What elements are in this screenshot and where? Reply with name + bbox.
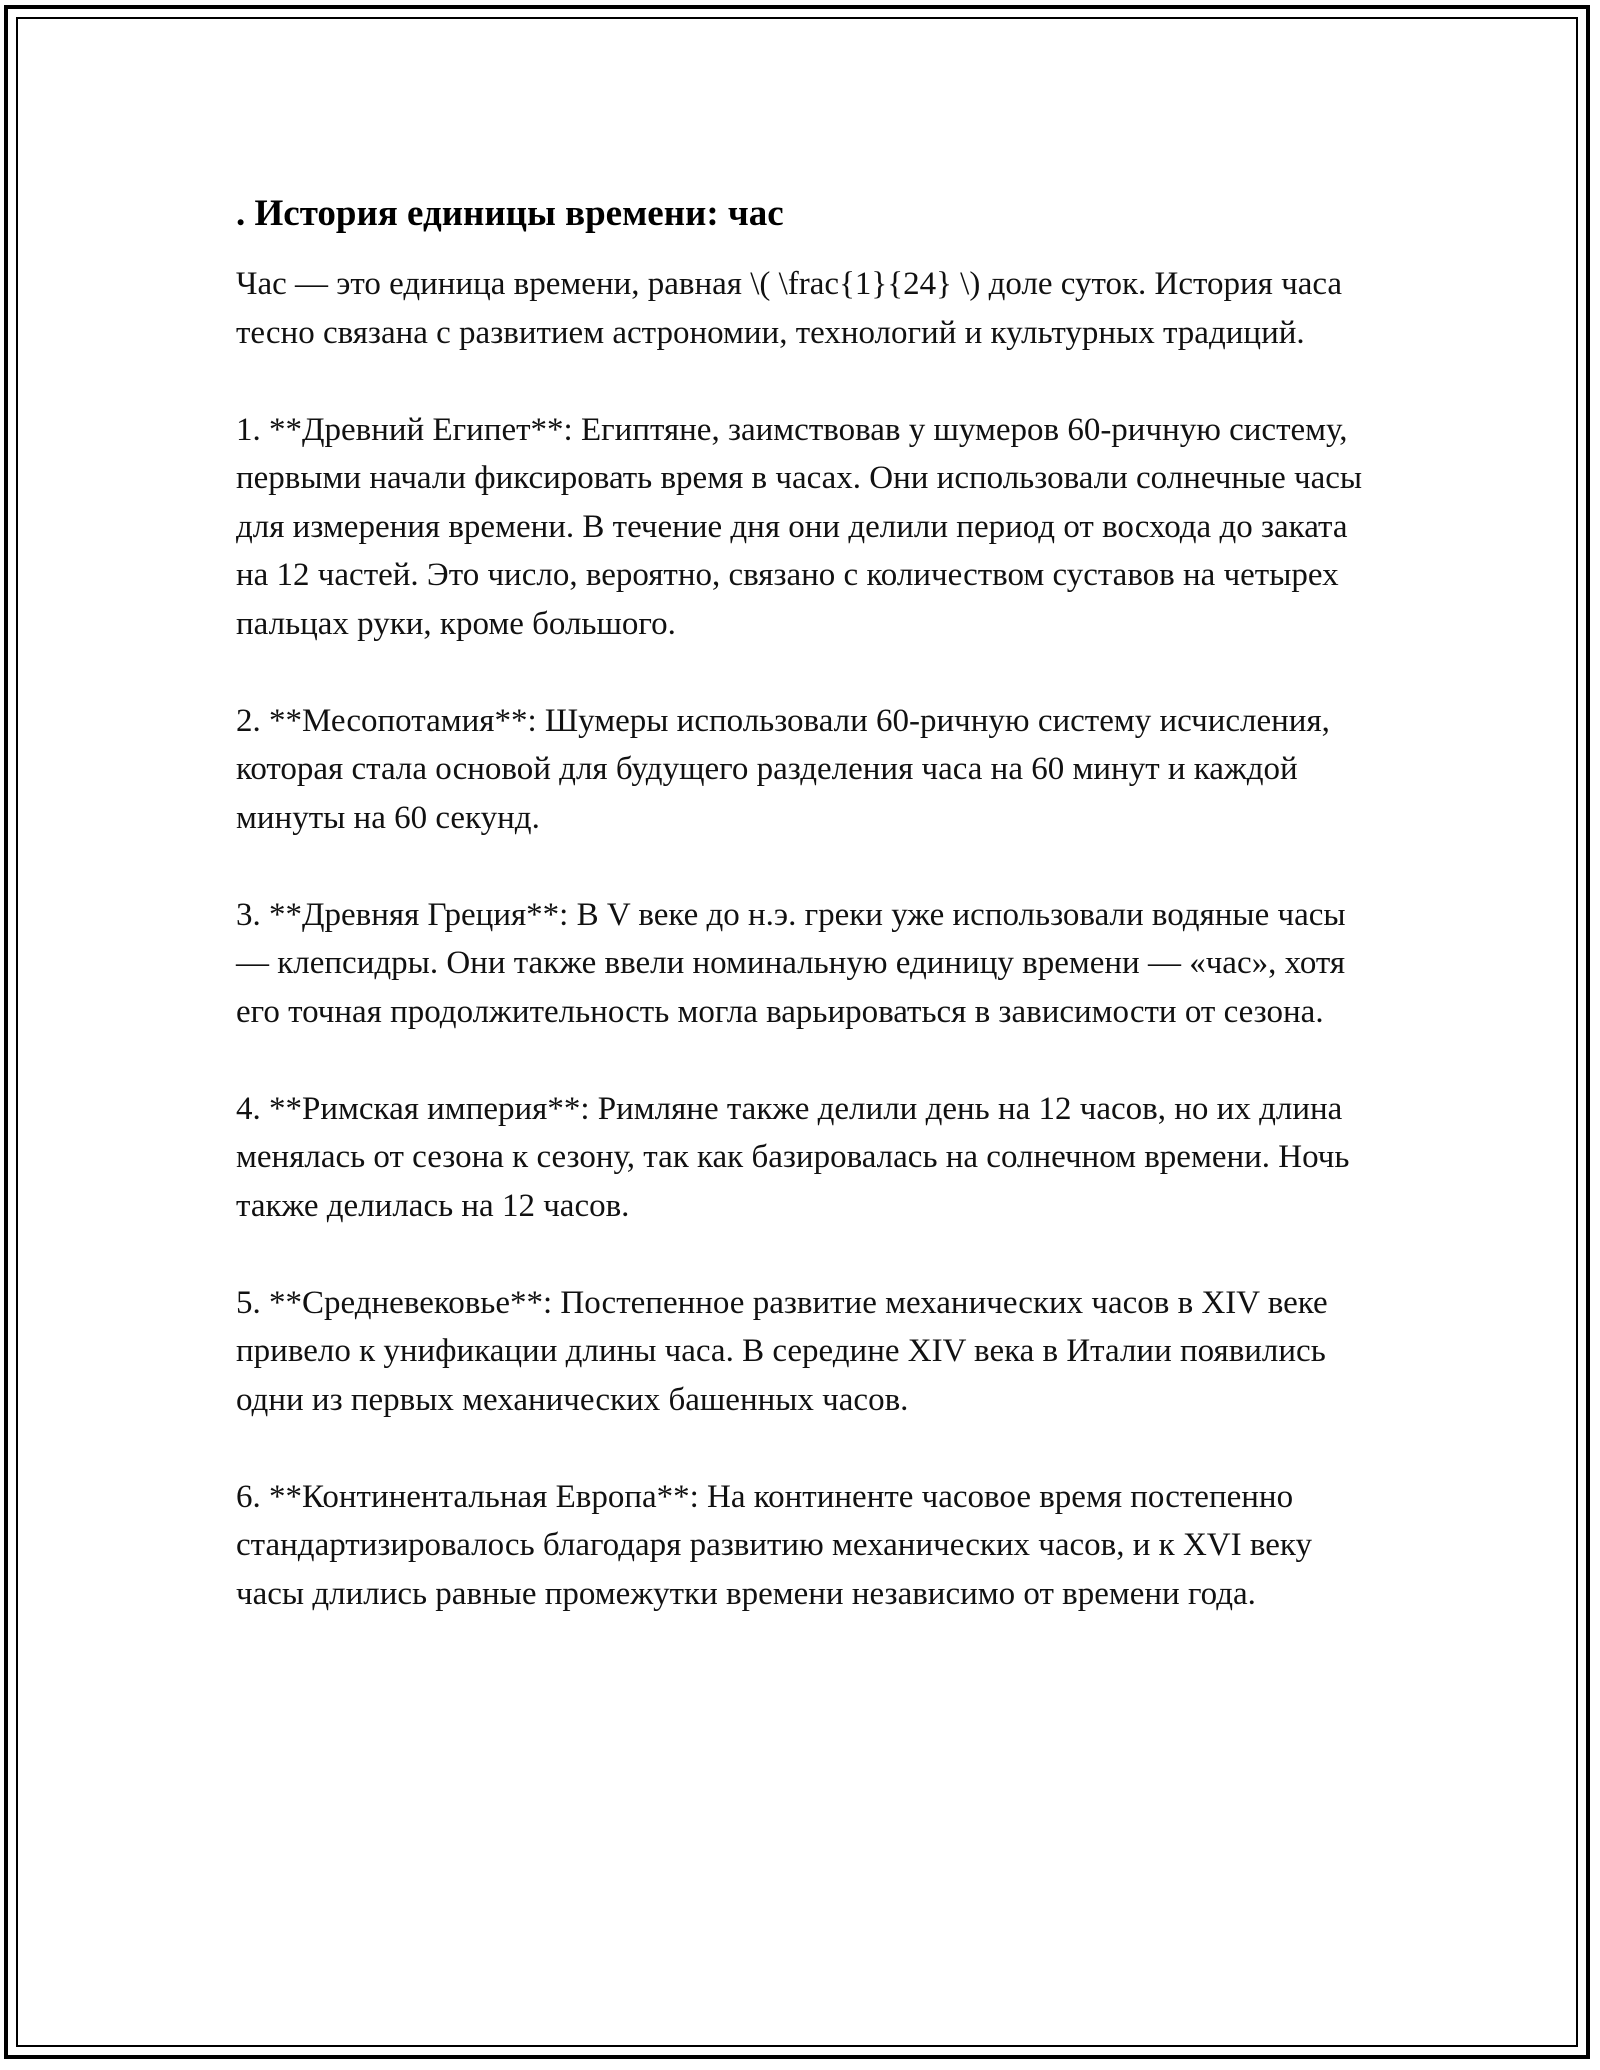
document-title: . История единицы времени: час bbox=[236, 193, 784, 234]
intro-paragraph: Час — это единица времени, равная \( \frac{1}{24} \) доле суток. История часа тесно связана с развитием астрономии, технологий и культурных традиций. bbox=[236, 266, 1343, 351]
paragraph-ancient-greece: 3. **Древняя Греция**: В V веке до н.э. греки уже использовали водяные часы — клепсидры. Они также ввели номинальную единицу времени — «час», хотя его точная продолжительность могла варьироваться в зависимости от сезона. bbox=[236, 896, 1346, 1030]
paragraph-mesopotamia: 2. **Месопотамия**: Шумеры использовали 60-ричную систему исчисления, которая стала основой для будущего разделения часа на 60 минут и каждой минуты на 60 секунд. bbox=[236, 702, 1330, 836]
paragraph-ancient-egypt: 1. **Древний Египет**: Египтяне, заимствовав у шумеров 60-ричную систему, первыми начали фиксировать время в часах. Они использовали солнечные часы для измерения времени. В течение дня они делили период от восхода до заката на 12 частей. Это число, вероятно, связано с количеством суставов на четырех пальцах руки, кроме большого. bbox=[236, 411, 1363, 642]
paragraph-roman-empire: 4. **Римская империя**: Римляне также делили день на 12 часов, но их длина менялась от сезона к сезону, так как базировалась на солнечном времени. Ночь также делилась на 12 часов. bbox=[236, 1090, 1350, 1224]
paragraph-middle-ages: 5. **Средневековье**: Постепенное развитие механических часов в XIV веке привело к унификации длины часа. В середине XIV века в Италии появились одни из первых механических башенных часов. bbox=[236, 1284, 1328, 1418]
paragraph-continental-europe: 6. **Континентальная Европа**: На континенте часовое время постепенно стандартизировалось благодаря развитию механических часов, и к XVI веку часы длились равные промежутки времени независимо от времени года. bbox=[236, 1478, 1312, 1612]
document-body bbox=[236, 188, 1386, 1667]
